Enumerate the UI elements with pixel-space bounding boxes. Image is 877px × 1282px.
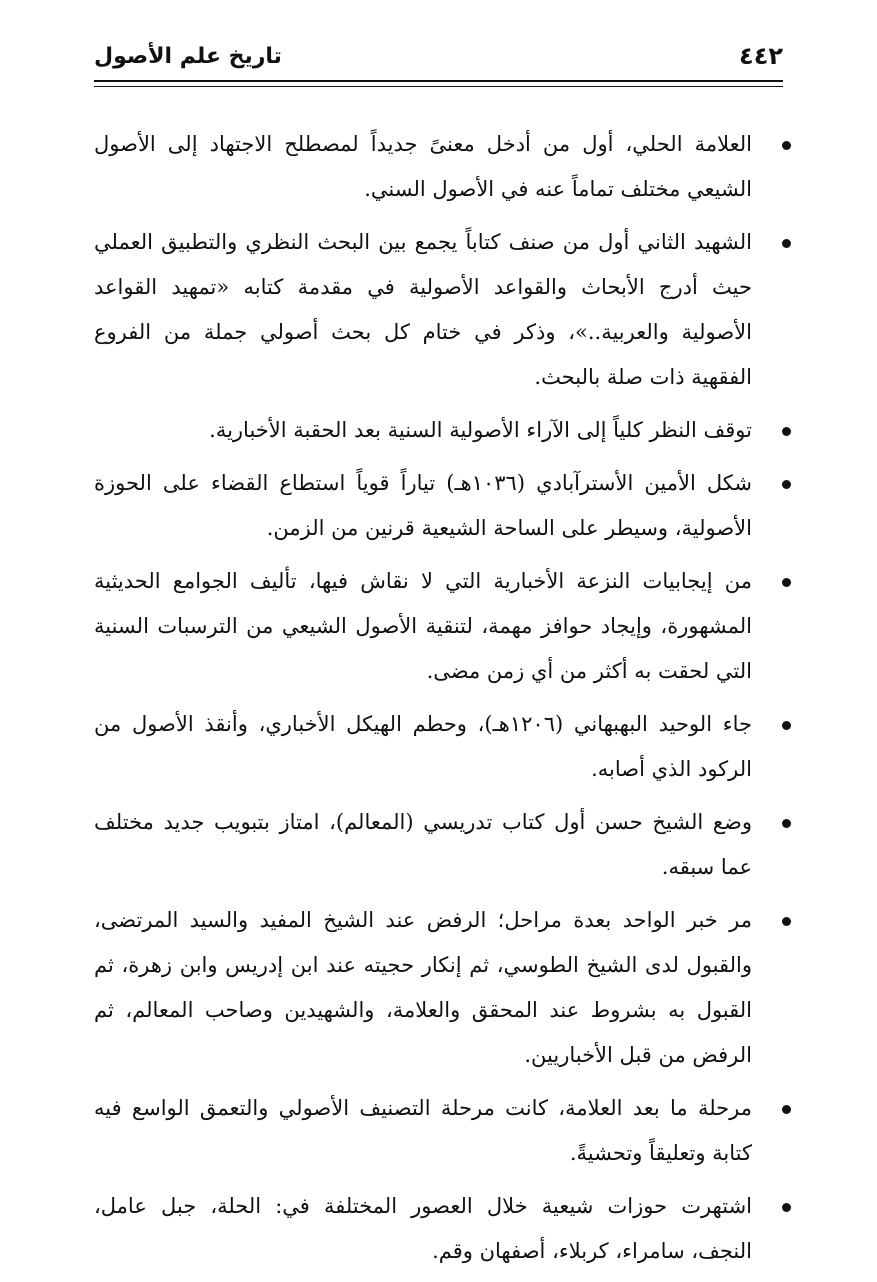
bullet-item [94, 559, 807, 694]
bullet-text: شكل الأمين الأسترآبادي (١٠٣٦هـ) تياراً قوياً استطاع القضاء على الحوزة الأصولية، وسيطر على الساحة الشيعية قرنين من الزمن. [94, 471, 752, 540]
bullet-text: اشتهرت حوزات شيعية خلال العصور المختلفة في: الحلة، جبل عامل، النجف، سامراء، كربلاء، أصفهان وقم. [94, 1194, 752, 1263]
bullet-item [94, 898, 807, 1078]
bullet-dot-icon [782, 1105, 791, 1114]
page-header [94, 36, 783, 76]
page-number: ٤٤٢ [739, 42, 783, 70]
bullet-text: مرحلة ما بعد العلامة، كانت مرحلة التصنيف الأصولي والتعمق الواسع فيه كتابة وتعليقاً وتحشيةً. [94, 1096, 752, 1165]
bullet-dot-icon [782, 427, 791, 436]
bullet-dot-icon [782, 578, 791, 587]
bullet-text: الشهيد الثاني أول من صنف كتاباً يجمع بين البحث النظري والتطبيق العملي حيث أدرج الأبحاث والقواعد الأصولية في مقدمة كتابه «تمهيد القواعد الأصولية والعربية..»، وذكر في ختام كل بحث أصولي جملة من الفروع الفقهية ذات صلة بالبحث. [94, 230, 752, 389]
bullet-dot-icon [782, 819, 791, 828]
bullet-item [94, 461, 807, 551]
bullet-item [94, 408, 807, 453]
bullet-item [94, 220, 807, 400]
bullet-dot-icon [782, 917, 791, 926]
bullet-item [94, 800, 807, 890]
bullet-dot-icon [782, 1203, 791, 1212]
bullet-text: مر خبر الواحد بعدة مراحل؛ الرفض عند الشيخ المفيد والسيد المرتضى، والقبول لدى الشيخ الطوسي، ثم إنكار حجيته عند ابن إدريس وابن زهرة، ثم القبول به بشروط عند المحقق والعلامة، والشهيدين وصاحب المعالم، ثم الرفض من قبل الأخباريين. [94, 908, 752, 1067]
bullet-item [94, 702, 807, 792]
bullet-item [94, 1184, 807, 1274]
running-title: تاريخ علم الأصول [94, 43, 282, 69]
header-rule-thin [94, 86, 783, 87]
bullet-dot-icon [782, 480, 791, 489]
bullet-text: وضع الشيخ حسن أول كتاب تدريسي (المعالم)، امتاز بتبويب جديد مختلف عما سبقه. [94, 810, 752, 879]
summary-list-container [94, 122, 807, 1282]
header-rule-thick [94, 80, 783, 82]
bullet-text: جاء الوحيد البهبهاني (١٢٠٦هـ)، وحطم الهيكل الأخباري، وأنقذ الأصول من الركود الذي أصابه. [94, 712, 752, 781]
bullet-dot-icon [782, 141, 791, 150]
bullet-dot-icon [782, 721, 791, 730]
bullet-text: من إيجابيات النزعة الأخبارية التي لا نقاش فيها، تأليف الجوامع الحديثية المشهورة، وإيجاد حوافز مهمة، لتنقية الأصول الشيعي من الترسبات السنية التي لحقت به أكثر من أي زمن مضى. [94, 569, 752, 683]
bullet-item [94, 1086, 807, 1176]
bullet-item [94, 122, 807, 212]
bullet-text: توقف النظر كلياً إلى الآراء الأصولية السنية بعد الحقبة الأخبارية. [209, 418, 752, 442]
bullet-text: العلامة الحلي، أول من أدخل معنىً جديداً لمصطلح الاجتهاد إلى الأصول الشيعي مختلف تماماً عنه في الأصول السني. [94, 132, 752, 201]
bullet-dot-icon [782, 239, 791, 248]
summary-bullet-list [94, 122, 807, 1274]
